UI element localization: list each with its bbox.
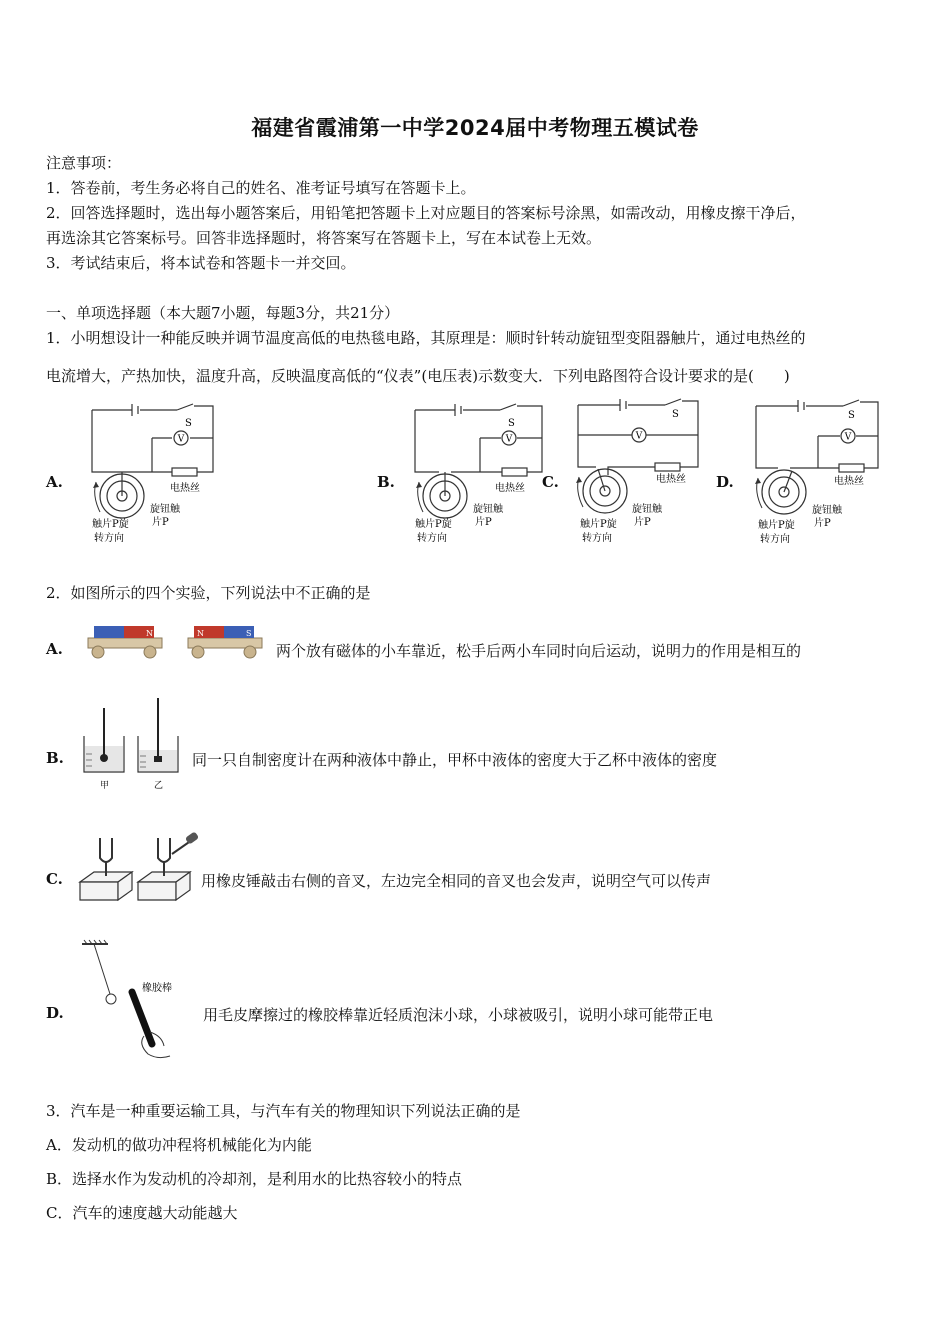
notice-heading: 注意事项：: [46, 154, 122, 172]
heater-label-b: 电热丝: [495, 483, 525, 494]
notice-item-1: 1．答卷前，考生务必将自己的姓名、准考证号填写在答题卡上。: [46, 179, 476, 197]
circuit-diagram-d: [748, 396, 898, 551]
meter-symbol-c: V: [635, 431, 643, 442]
knob-label-c-2: 片P: [634, 517, 651, 528]
heater-label-d: 电热丝: [834, 476, 864, 487]
direction-label-b-1: 触片P旋: [415, 519, 452, 530]
rubber-rod-figure: [78, 936, 198, 1066]
q1-option-c-label: C.: [542, 473, 559, 491]
q1-option-a-label: A.: [46, 473, 63, 491]
q1-stem-line2: 电流增大，产热加快，温度升高，反映温度高低的“仪表”(电压表)示数变大．下列电路图符合设计要求的是( ): [46, 367, 790, 385]
direction-label-c-2: 转方向: [582, 533, 612, 544]
q3-option-c: C．汽车的速度越大动能越大: [46, 1204, 238, 1222]
switch-label-c: S: [672, 409, 679, 420]
knob-label-b-2: 片P: [475, 517, 492, 528]
tuning-fork-figure: [76, 830, 201, 906]
direction-label-d-1: 触片P旋: [758, 520, 795, 531]
switch-label-b: S: [508, 418, 515, 429]
section-heading: 一、单项选择题（本大题7小题，每题3分，共21分）: [46, 304, 400, 322]
direction-label-c-1: 触片P旋: [580, 519, 617, 530]
q2-option-b-text: 同一只自制密度计在两种液体中静止，甲杯中液体的密度大于乙杯中液体的密度: [192, 751, 718, 769]
density-meter-figure: [78, 694, 188, 794]
q3-option-a: A．发动机的做功冲程将机械能化为内能: [46, 1136, 312, 1154]
notice-item-3: 3．考试结束后，将本试卷和答题卡一并交回。: [46, 254, 356, 272]
knob-label-b-1: 旋钮触: [473, 504, 503, 515]
circuit-diagram-a: [82, 400, 232, 550]
q2-option-b-label: B.: [46, 749, 64, 767]
q3-stem: 3．汽车是一种重要运输工具，与汽车有关的物理知识下列说法正确的是: [46, 1102, 521, 1120]
q2-option-d-text: 用毛皮摩擦过的橡胶棒靠近轻质泡沫小球，小球被吸引，说明小球可能带正电: [203, 1006, 714, 1024]
q2-option-a-label: A.: [46, 640, 63, 658]
knob-label-c-1: 旋钮触: [632, 504, 662, 515]
knob-label-d-2: 片P: [814, 518, 831, 529]
knob-label-a-1: 旋钮触: [150, 504, 180, 515]
page-title: 福建省霞浦第一中学2024届中考物理五模试卷: [251, 116, 699, 140]
q2-stem: 2．如图所示的四个实验，下列说法中不正确的是: [46, 584, 371, 602]
q2-option-d-label: D.: [46, 1004, 64, 1022]
knob-label-a-2: 片P: [152, 517, 169, 528]
meter-symbol-b: V: [505, 434, 513, 445]
notice-item-2: 2．回答选择题时，选出每小题答案后，用铅笔把答题卡上对应题目的答案标号涂黑，如需改动，用橡皮擦干净后，: [46, 204, 806, 222]
meter-symbol-a: V: [177, 434, 185, 445]
q2-option-c-label: C.: [46, 870, 63, 888]
q1-option-b-label: B.: [377, 473, 395, 491]
direction-label-a-1: 触片P旋: [92, 519, 129, 530]
circuit-diagram-c: [570, 395, 720, 550]
switch-label-d: S: [848, 410, 855, 421]
heater-label-c: 电热丝: [656, 474, 686, 485]
circuit-diagram-b: [405, 400, 555, 550]
cup-label-yi: 乙: [154, 781, 164, 791]
direction-label-a-2: 转方向: [94, 533, 124, 544]
heater-label-a: 电热丝: [170, 483, 200, 494]
q3-option-b: B．选择水作为发动机的冷却剂，是利用水的比热容较小的特点: [46, 1170, 463, 1188]
q2-option-c-text: 用橡皮锤敲击右侧的音叉，左边完全相同的音叉也会发声，说明空气可以传声: [201, 872, 712, 890]
magnet-label-n-1: N: [146, 629, 153, 638]
direction-label-d-2: 转方向: [760, 534, 790, 545]
rubber-rod-label: 橡胶棒: [142, 983, 172, 994]
magnet-label-n-2: N: [197, 629, 204, 638]
switch-label-a: S: [185, 418, 192, 429]
q1-option-d-label: D.: [716, 473, 734, 491]
direction-label-b-2: 转方向: [417, 533, 447, 544]
knob-label-d-1: 旋钮触: [812, 505, 842, 516]
cup-label-jia: 甲: [100, 781, 110, 791]
magnet-label-s-2: S: [246, 629, 252, 638]
q2-option-a-text: 两个放有磁体的小车靠近，松手后两小车同时向后运动，说明力的作用是相互的: [276, 642, 802, 660]
magnet-carts-figure: [84, 622, 274, 662]
notice-item-2-cont: 再选涂其它答案标号。回答非选择题时，将答案写在答题卡上，写在本试卷上无效。: [46, 229, 602, 247]
meter-symbol-d: V: [844, 432, 852, 443]
q1-stem-line1: 1．小明想设计一种能反映并调节温度高低的电热毯电路，其原理是：顺时针转动旋钮型变阻器触片，通过电热丝的: [46, 329, 806, 347]
